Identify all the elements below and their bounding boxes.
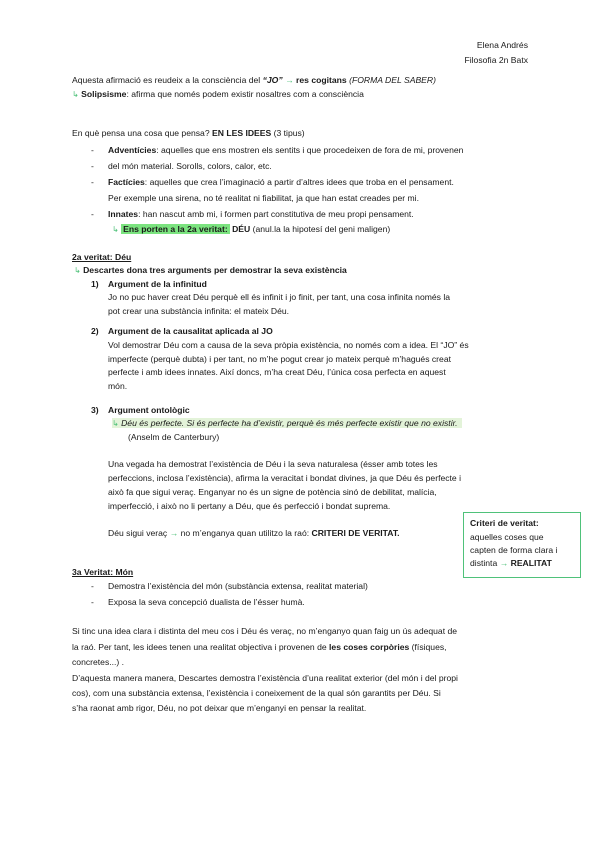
- bullet-dash: -: [91, 161, 94, 171]
- paragraph-veracitat: imperfecció, i això no li pertany a Déu, que és perfecció i bondat suprema.: [108, 501, 391, 511]
- highlight: Ens porten a la 2a veritat:: [123, 224, 228, 234]
- argument-2-text: imperfecte (perquè dubta) i per tant, no m’he pogut crear jo mateix perquè m’hagués creat: [108, 354, 451, 364]
- bullet-dash: -: [91, 597, 94, 607]
- section-title-mon: 3a Veritat: Món: [72, 567, 134, 577]
- argument-3-title: Argument ontològic: [108, 405, 190, 415]
- closing-text: la raó. Per tant, les idees tenen una realitat objectiva i provenen de les coses corpòries (físiques,: [72, 642, 447, 652]
- idea-innates-conclusion: ↳ Ens porten a la 2a veritat: DÉU (anul.la la hipotesí del geni maligen): [112, 224, 391, 234]
- criteri-line: Déu sigui veraç → no m’enganya quan utilitzo la raó: CRITERI DE VERITAT.: [108, 528, 400, 538]
- criteri-box-text: aquelles coses que: [470, 532, 544, 542]
- course-name: Filosofia 2n Batx: [464, 55, 528, 65]
- sub-arrow-icon: ↳: [74, 266, 81, 275]
- arrow-right-icon: →: [169, 528, 179, 538]
- bullet-dash: -: [91, 581, 94, 591]
- criteri-box-text: distinta → REALITAT: [470, 558, 552, 568]
- author-name: Elena Andrés: [476, 40, 528, 50]
- paragraph-veracitat: això fa que sigui veraç. Enganyar no és un signe de potència sinó de debilitat, malícia,: [108, 487, 437, 497]
- sub-arrow-icon: ↳: [72, 90, 79, 99]
- idea-innates: Innates: han nascut amb mi, i formen part constitutiva de meu propi pensament.: [108, 209, 414, 219]
- argument-1-title: Argument de la infinitud: [108, 279, 207, 289]
- argument-2-text: món.: [108, 381, 128, 391]
- argument-2-text: perfecte i amb idees innates. Així doncs, m’ha creat Déu, l’única cosa perfecta en aquest: [108, 367, 446, 377]
- idea-adventicies: Adventícies: aquelles que ens mostren els sentits i que procedeixen de fora de mi, provenen: [108, 145, 464, 155]
- criteri-box-title: Criteri de veritat:: [470, 518, 539, 528]
- list-number: 1): [91, 279, 99, 289]
- closing-text: Si tinc una idea clara i distinta del meu cos i Déu és veraç, no m’enganyo quan faig un ús adequat de: [72, 626, 458, 636]
- idea-facticies-cont: Per exemple una sirena, no té realitat ni fiabilitat, ja que han estat creades per mi.: [108, 193, 419, 203]
- bullet-dash: -: [91, 145, 94, 155]
- list-number: 3): [91, 405, 99, 415]
- argument-2-title: Argument de la causalitat aplicada al JO: [108, 326, 273, 336]
- sub-arrow-icon: ↳: [112, 225, 119, 234]
- criteri-box-text: capten de forma clara i: [470, 545, 558, 555]
- arrow-right-icon: →: [285, 75, 294, 85]
- argument-2-text: Vol demostrar Déu com a causa de la seva pròpia existència, no només com a idea. El “JO” és: [108, 340, 469, 350]
- argument-3-author: (Anselm de Canterbury): [128, 432, 220, 442]
- section-title-deu: 2a veritat: Déu: [72, 252, 132, 262]
- closing-text: s’ha raonat amb rigor, Déu, no pot deixar que m’enganyi en pensar la realitat.: [72, 703, 367, 713]
- arrow-right-icon: →: [499, 558, 509, 568]
- argument-1-text: Jo no puc haver creat Déu perquè ell és infinit i jo finit, per tant, una cosa infinita només la: [108, 292, 451, 302]
- sub-arrow-icon: ↳: [112, 419, 119, 428]
- ideas-question: En què pensa una cosa que pensa? EN LES IDEES (3 tipus): [72, 128, 305, 138]
- bullet-dash: -: [91, 209, 94, 219]
- mon-item: Demostra l’existència del món (substància extensa, realitat material): [108, 581, 368, 591]
- paragraph-veracitat: Una vegada ha demostrat l’existència de Déu i la seva naturalesa (ésser amb totes les: [108, 459, 438, 469]
- closing-text: cos), com una substància extensa, l’existència i coneixement de la qual són garantits per Déu. Si: [72, 688, 441, 698]
- argument-3-quote: ↳ Déu és perfecte. Si és perfecte ha d’existir, perquè és més perfecte existir que no existir.: [112, 418, 462, 428]
- section-subtitle: ↳ Descartes dona tres arguments per demostrar la seva existència: [74, 265, 347, 275]
- bullet-dash: -: [91, 177, 94, 187]
- closing-text: D’aquesta manera manera, Descartes demostra l’existència d’una realitat exterior (del món i del propi: [72, 673, 458, 683]
- mon-item: Exposa la seva concepció dualista de l’ésser humà.: [108, 597, 305, 607]
- paragraph-veracitat: perfeccions, inclosa l’existència), afirma la veracitat i bondat divines, ja que Déu és perfecte i: [108, 473, 461, 483]
- argument-1-text: pot crear una substància infinita: el mateix Déu.: [108, 306, 290, 316]
- list-number: 2): [91, 326, 99, 336]
- criteri-box: [463, 512, 581, 578]
- intro-line-1: Aquesta afirmació es reudeix a la consciència del “JO” → res cogitans (FORMA DEL SABER): [72, 75, 436, 85]
- intro-line-2: ↳ Solipsisme: afirma que només podem existir nosaltres com a consciència: [72, 89, 364, 99]
- idea-adventicies-cont: del món material. Sorolls, colors, calor, etc.: [108, 161, 272, 171]
- idea-facticies: Factícies: aquelles que crea l’imaginació a partir d’altres idees que troba en el pensament.: [108, 177, 454, 187]
- closing-text: concretes...) .: [72, 657, 125, 667]
